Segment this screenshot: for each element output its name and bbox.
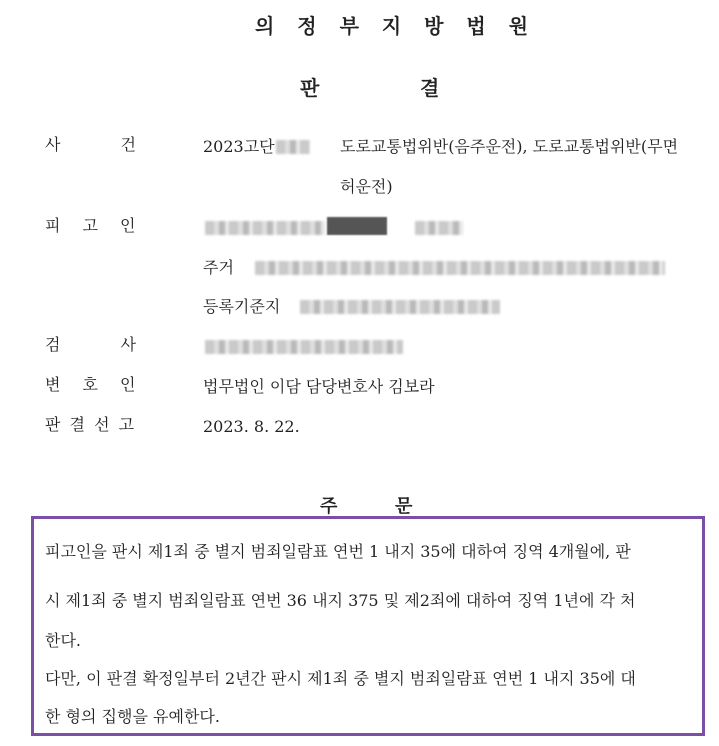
redacted-defendant-block	[327, 217, 387, 235]
redacted-prosecutor	[205, 340, 403, 354]
order-heading-2: 문	[395, 496, 413, 517]
order-line-5: 한 형의 집행을 유예한다.	[45, 707, 220, 726]
redacted-defendant-2	[415, 221, 463, 235]
order-line-2: 시 제1죄 중 별지 범죄일람표 연번 36 내지 375 및 제2죄에 대하여 징역 1년에 각 처	[45, 591, 636, 610]
redacted-defendant	[205, 221, 325, 235]
order-highlight-box	[31, 516, 705, 736]
redacted-registry	[300, 300, 500, 314]
case-name-line2: 허운전)	[340, 177, 393, 196]
doc-title-1: 판	[300, 76, 328, 100]
residence-label: 주거	[203, 258, 234, 277]
order-heading-1: 주	[320, 496, 338, 517]
order-line-3: 한다.	[45, 631, 81, 650]
case-number: 2023고단	[203, 137, 275, 156]
redacted-case-number	[276, 140, 310, 154]
counsel-value: 법무법인 이담 담당변호사 김보라	[203, 377, 435, 396]
defendant-label: 피 고 인	[45, 216, 136, 235]
order-line-1: 피고인을 판시 제1죄 중 별지 범죄일람표 연번 1 내지 35에 대하여 징역 4개월에, 판	[45, 542, 631, 561]
redacted-residence	[255, 261, 665, 275]
case-name-line1: 도로교통법위반(음주운전), 도로교통법위반(무면	[340, 137, 679, 156]
court-name: 의 정 부 지 방 법 원	[255, 14, 537, 38]
counsel-label: 변 호 인	[45, 375, 136, 394]
prosecutor-label: 검 사	[45, 335, 136, 354]
verdict-date-label: 판 결 선 고	[45, 415, 137, 434]
order-line-4: 다만, 이 판결 확정일부터 2년간 판시 제1죄 중 별지 범죄일람표 연번 1 내지 35에 대	[45, 669, 636, 688]
doc-title-2: 결	[420, 76, 448, 100]
registry-label: 등록기준지	[203, 297, 281, 316]
verdict-date: 2023. 8. 22.	[203, 417, 300, 436]
case-label: 사 건	[45, 135, 136, 154]
